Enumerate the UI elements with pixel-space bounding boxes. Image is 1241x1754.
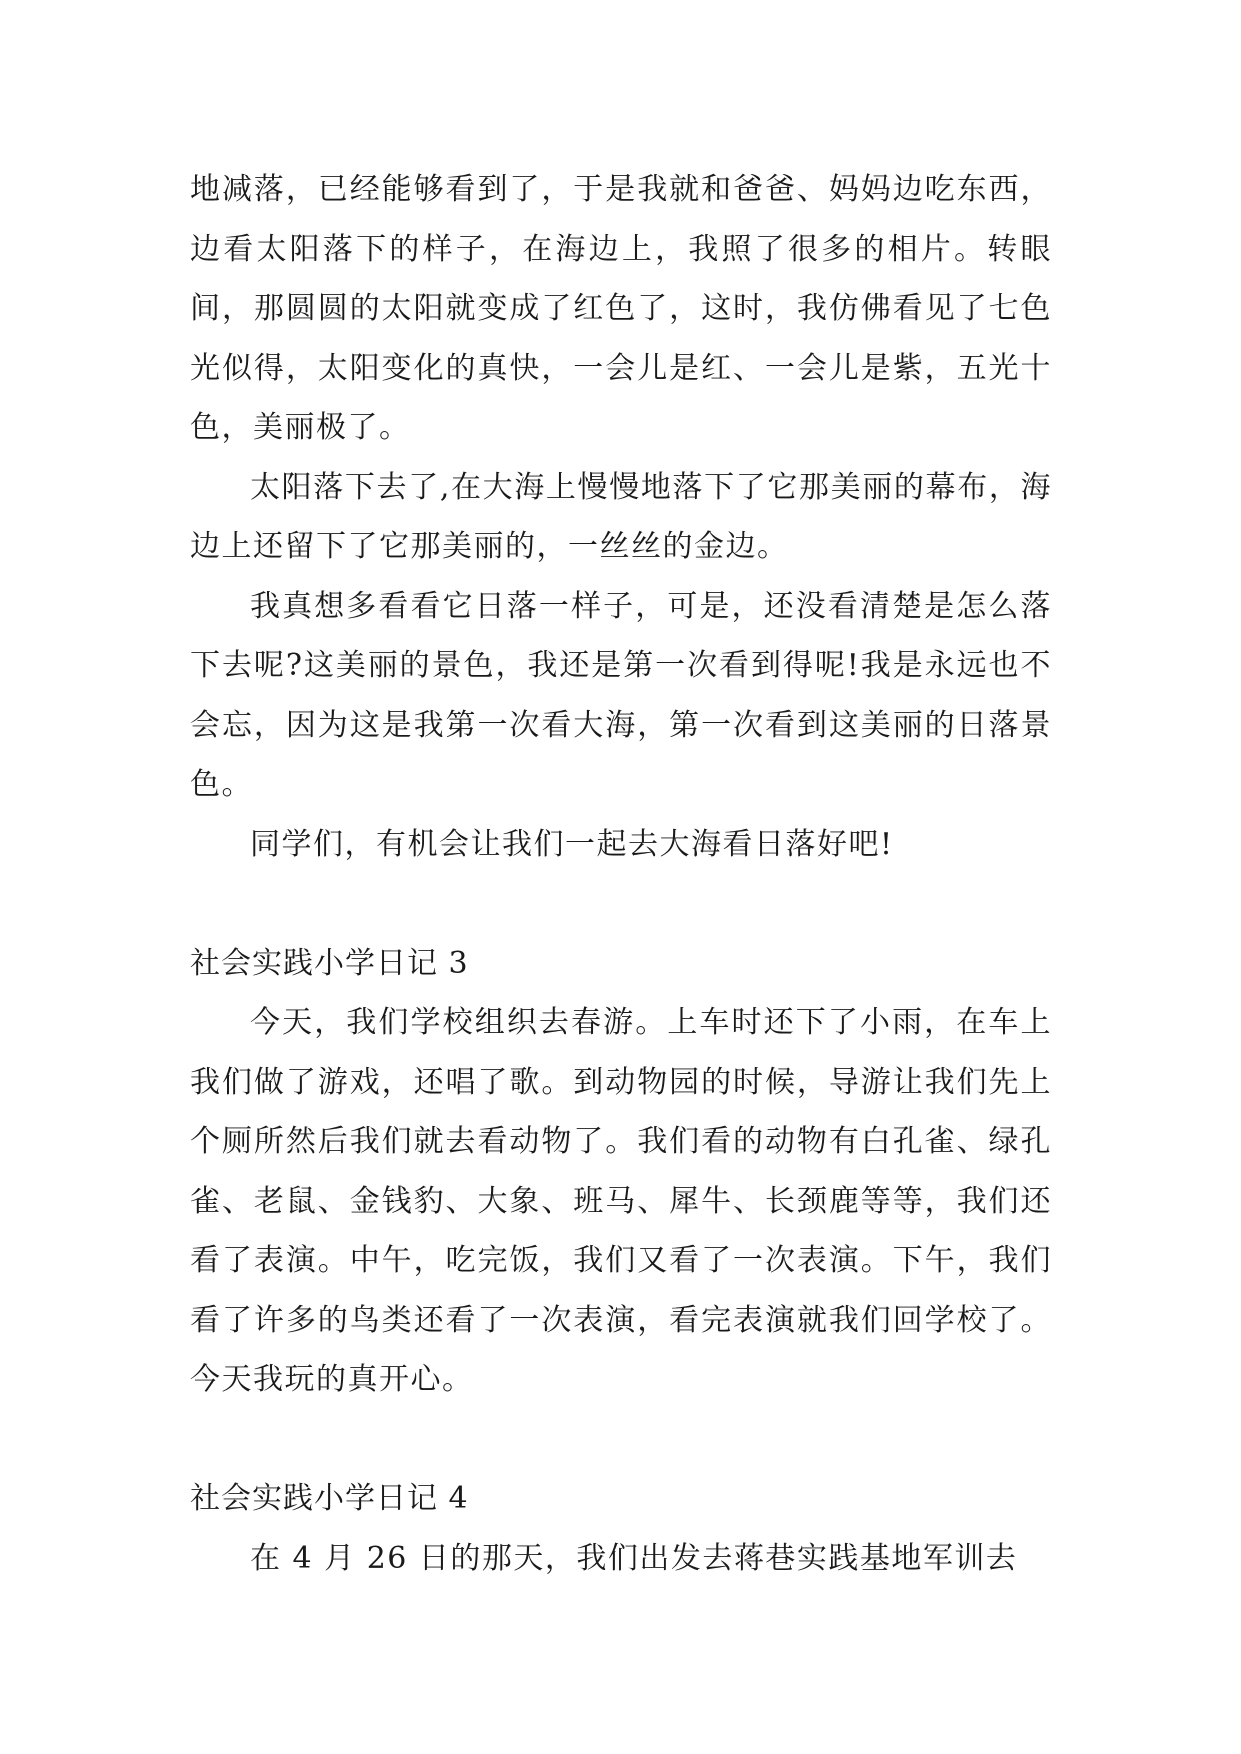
document-body [190,160,1052,1588]
intro-paragraph-3: 我真想多看看它日落一样子，可是，还没看清楚是怎么落下去呢?这美丽的景色，我还是第一次看到得呢!我是永远也不会忘，因为这是我第一次看大海，第一次看到这美丽的日落景色。 [190,588,1052,802]
section-3-paragraph: 今天，我们学校组织去春游。上车时还下了小雨，在车上我们做了游戏，还唱了歌。到动物园的时候，导游让我们先上个厕所然后我们就去看动物了。我们看的动物有白孔雀、绿孔雀、老鼠、金钱豹、大象、班马、犀牛、长颈鹿等等，我们还看了表演。中午，吃完饭，我们又看了一次表演。下午，我们看了许多的鸟类还看了一次表演，看完表演就我们回学校了。今天我玩的真开心。 [190,1005,1052,1397]
section-4-paragraph: 在 4 月 26 日的那天，我们出发去蒋巷实践基地军训去 [250,1540,1018,1576]
intro-paragraph-1: 地减落，已经能够看到了，于是我就和爸爸、妈妈边吃东西，边看太阳落下的样子，在海边上，我照了很多的相片。转眼间，那圆圆的太阳就变成了红色了，这时，我仿佛看见了七色光似得，太阳变化的真快，一会儿是红、一会儿是紫，五光十色，美丽极了。 [190,172,1052,445]
section-4-title: 社会实践小学日记 4 [190,1481,469,1516]
intro-paragraph-4: 同学们，有机会让我们一起去大海看日落好吧! [250,826,894,862]
section-3-title: 社会实践小学日记 3 [190,945,469,981]
intro-paragraph-2: 太阳落下去了,在大海上慢慢地落下了它那美丽的幕布，海边上还留下了它那美丽的，一丝丝的金边。 [190,469,1052,564]
section-spacer [190,874,1052,934]
section-spacer [190,1410,1052,1470]
